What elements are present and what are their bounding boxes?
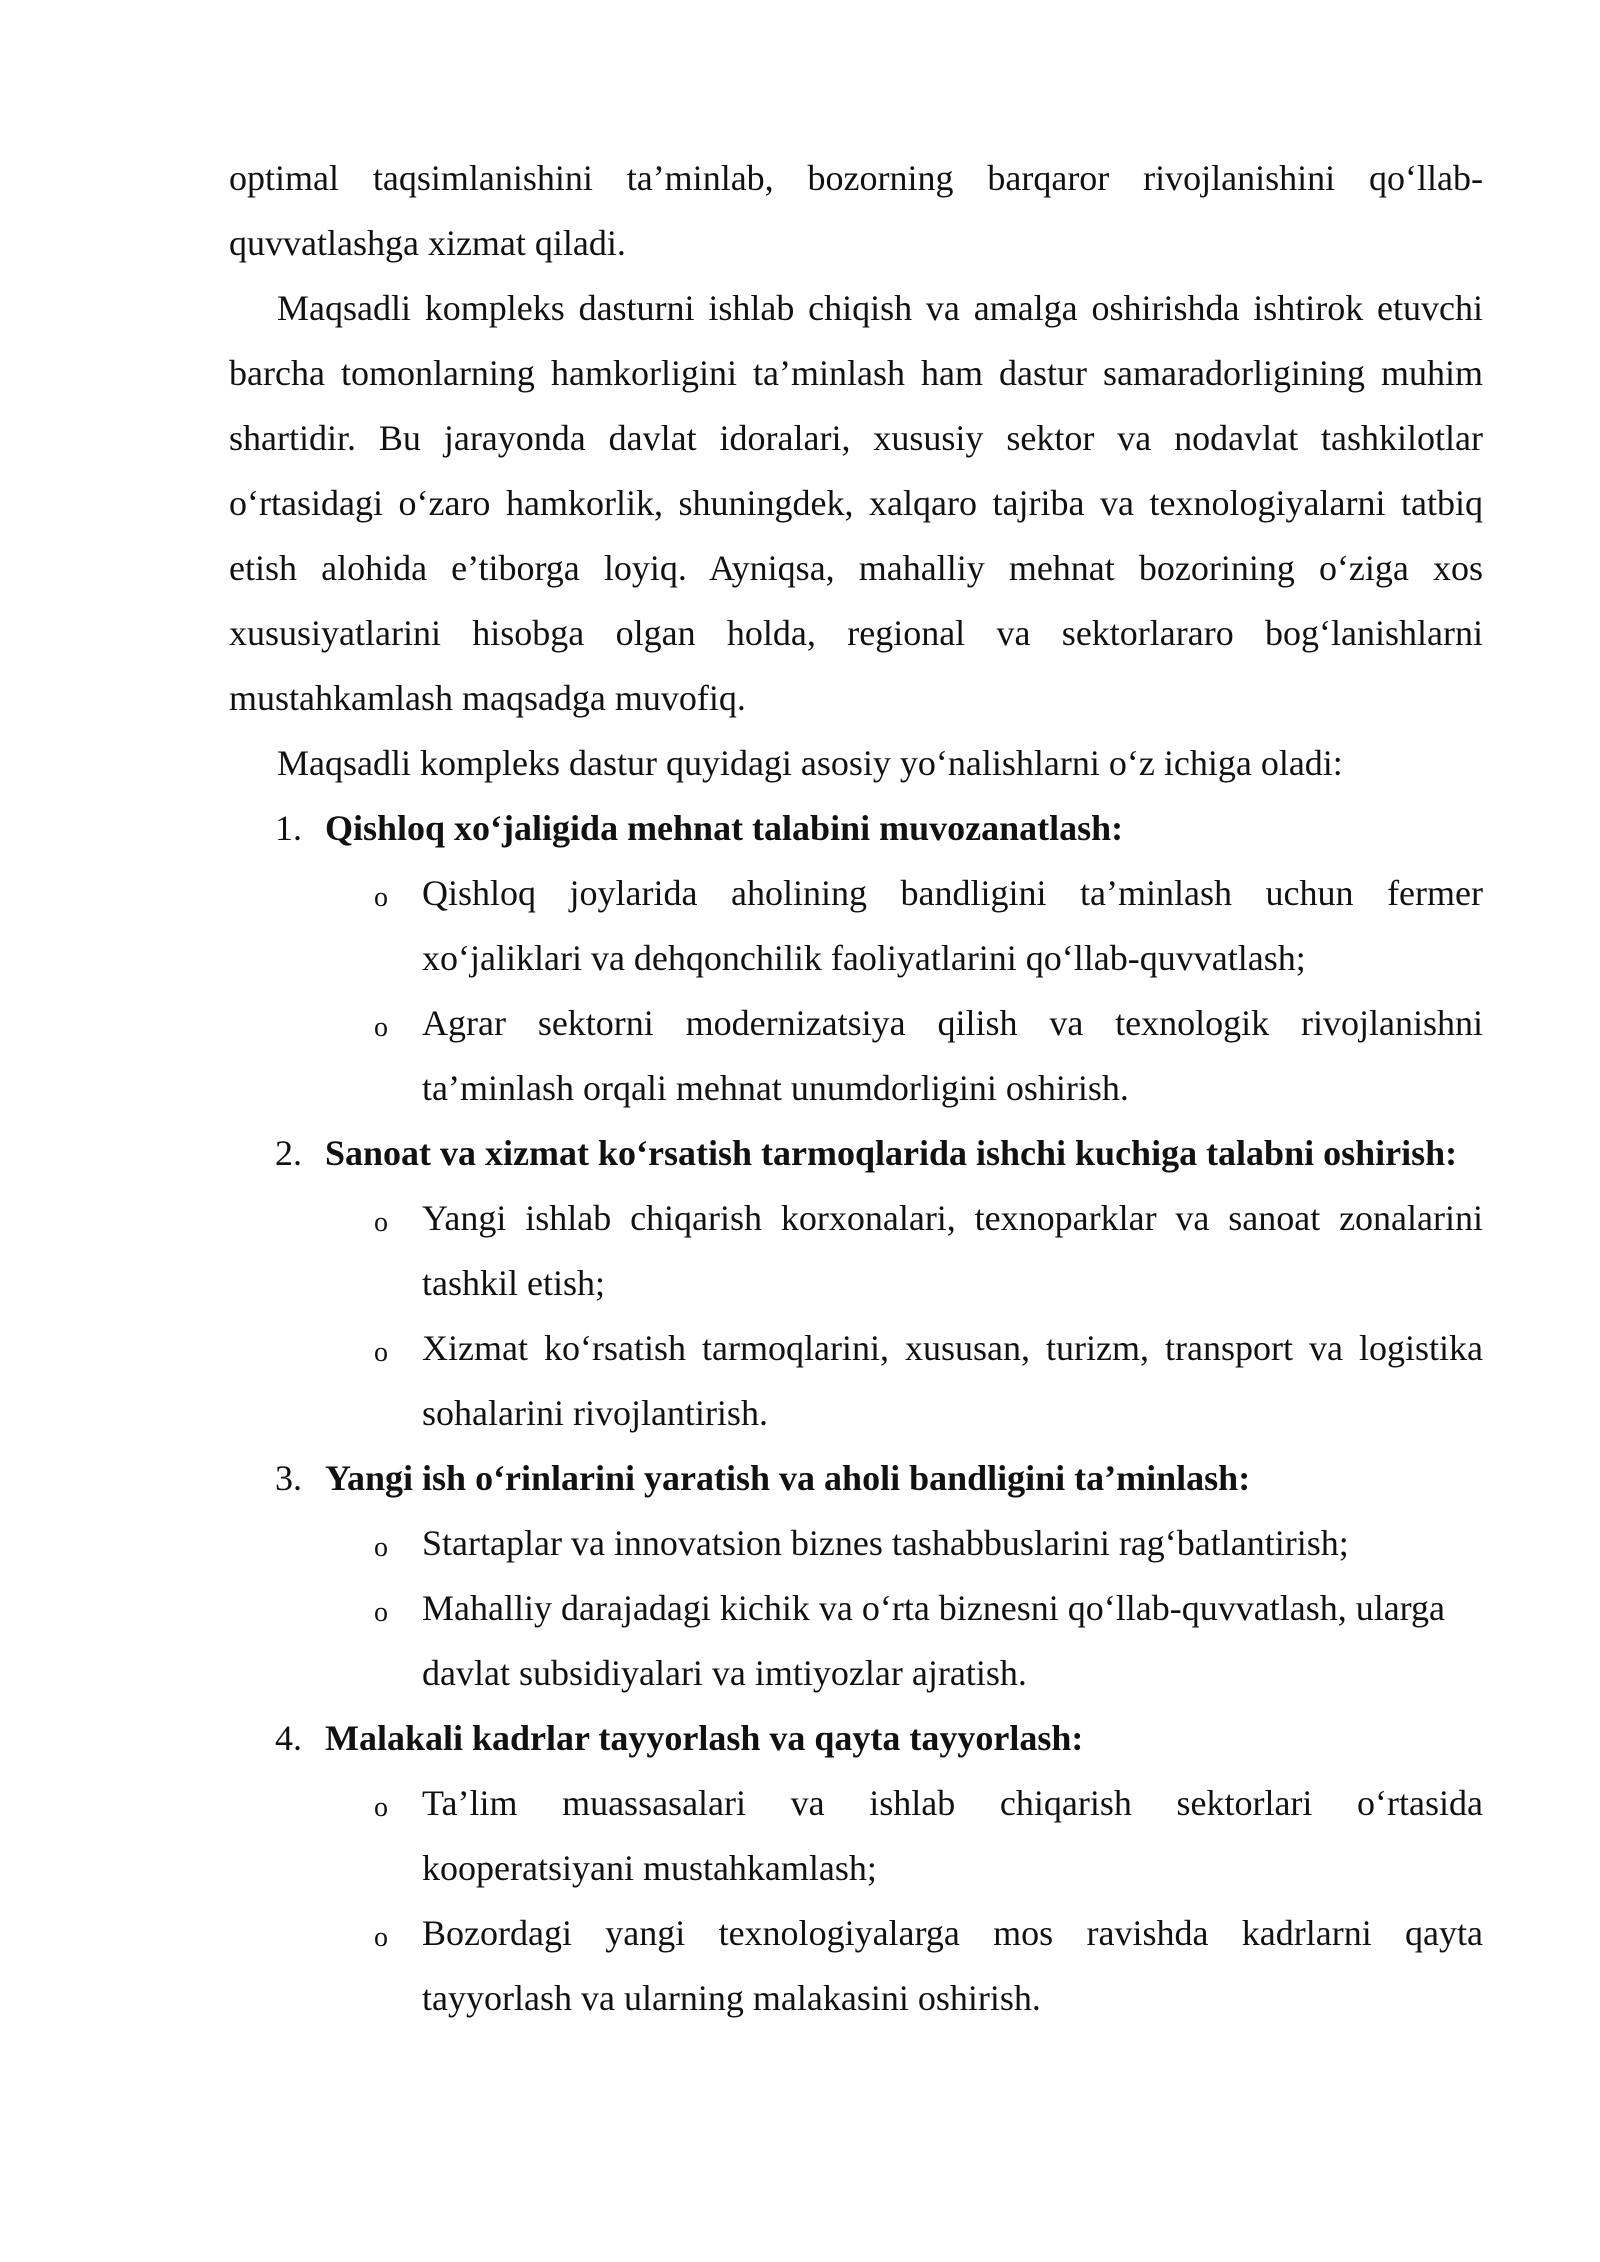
list-item-text: Startaplar va innovatsion biznes tashabbuslarini rag‘batlantirish; (422, 1523, 1349, 1563)
section-number: 2. (275, 1133, 302, 1173)
section-number: 4. (275, 1718, 302, 1758)
bullet-icon: o (374, 1597, 388, 1628)
list-item (229, 1576, 1491, 1706)
section-heading: Qishloq xo‘jaligida mehnat talabini muvozanatlash: (325, 808, 1124, 848)
bullet-icon: o (374, 1532, 388, 1563)
section-4 (229, 1706, 1483, 1771)
bullet-icon: o (374, 1792, 388, 1823)
section-number: 1. (275, 808, 302, 848)
bullet-icon: o (374, 1012, 388, 1043)
section-heading: Malakali kadrlar tayyorlash va qayta tayyorlash: (325, 1718, 1084, 1758)
list-item-text: Mahalliy darajadagi kichik va o‘rta biznesni qo‘llab-quvvatlash, ularga davlat subsidiyalari va imtiyozlar ajratish. (422, 1588, 1445, 1693)
intro-paragraph-end: optimal taqsimlanishini ta’minlab, bozorning barqaror rivojlanishini qo‘llab-quvvatlashga xizmat qiladi. (229, 158, 1483, 263)
section-1 (229, 796, 1483, 861)
list-item-text: Bozordagi yangi texnologiyalarga mos ravishda kadrlarni qayta tayyorlash va ularning malakasini oshirish. (422, 1913, 1483, 2018)
document-page (229, 146, 1483, 2031)
list-item-text: Qishloq joylarida aholining bandligini ta’minlash uchun fermer xo‘jaliklari va dehqonchilik faoliyatlarini qo‘llab-quvvatlash; (422, 873, 1483, 978)
section-heading: Yangi ish o‘rinlarini yaratish va aholi bandligini ta’minlash: (325, 1458, 1251, 1498)
bullet-icon: o (374, 1337, 388, 1368)
bullet-icon: o (374, 882, 388, 913)
section-heading: Sanoat va xizmat ko‘rsatish tarmoqlarida ishchi kuchiga talabni oshirish: (325, 1133, 1458, 1173)
section-2 (229, 1121, 1483, 1186)
list-item-text: Xizmat ko‘rsatish tarmoqlarini, xususan, turizm, transport va logistika sohalarini rivojlantirish. (422, 1328, 1483, 1433)
list-item (229, 1771, 1483, 1901)
list-item-text: Ta’lim muassasalari va ishlab chiqarish sektorlari o‘rtasida kooperatsiyani mustahkamlash; (422, 1783, 1483, 1888)
cooperation-paragraph: Maqsadli kompleks dasturni ishlab chiqish va amalga oshirishda ishtirok etuvchi barcha tomonlarning hamkorligini ta’minlash ham dastur samaradorligining muhim shartidir. Bu jarayonda davlat idoralari, xususiy sektor va nodavlat tashkilotlar o‘rtasidagi o‘zaro hamkorlik, shuningdek, xalqaro tajriba va texnologiyalarni tatbiq etish alohida e’tiborga loyiq. Ayniqsa, mahalliy mehnat bozorining o‘ziga xos xususiyatlarini hisobga olgan holda, regional va sektorlararo bog‘lanishlarni mustahkamlash maqsadga muvofiq. (229, 288, 1483, 718)
bullet-icon: o (374, 1207, 388, 1238)
list-item-text: Yangi ishlab chiqarish korxonalari, texnoparklar va sanoat zonalarini tashkil etish; (422, 1198, 1483, 1303)
list-item (229, 1316, 1483, 1446)
list-item (229, 1511, 1483, 1576)
list-item-text: Agrar sektorni modernizatsiya qilish va texnologik rivojlanishni ta’minlash orqali mehnat unumdorligini oshirish. (422, 1003, 1483, 1108)
list-intro: Maqsadli kompleks dastur quyidagi asosiy yo‘nalishlarni o‘z ichiga oladi: (277, 743, 1343, 783)
section-3 (229, 1446, 1483, 1511)
bullet-icon: o (374, 1922, 388, 1953)
list-item (229, 1901, 1483, 2031)
list-item (229, 861, 1483, 991)
list-item (229, 991, 1483, 1121)
list-item (229, 1186, 1483, 1316)
section-number: 3. (275, 1458, 302, 1498)
